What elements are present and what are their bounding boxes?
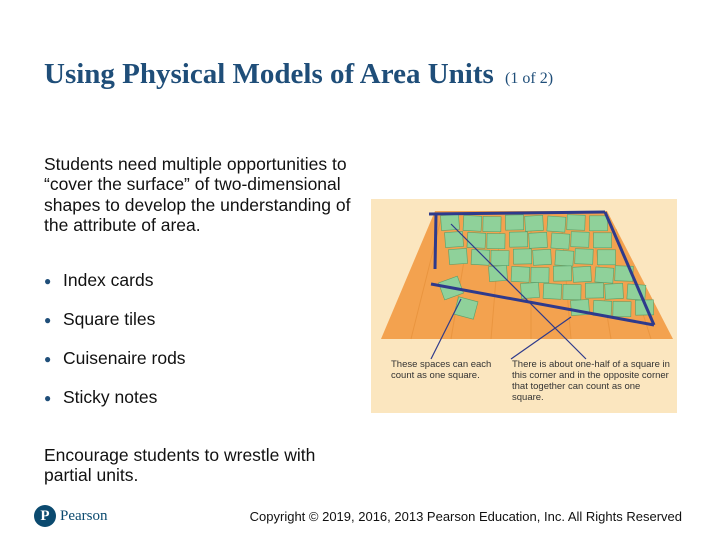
bullet-item (44, 348, 186, 387)
sticky-note (513, 249, 531, 264)
sticky-note (571, 232, 590, 248)
bullet-icon: ● (44, 352, 52, 366)
bullet-item (44, 270, 186, 309)
bullet-icon: ● (44, 313, 52, 327)
caption-left: These spaces can each count as one square. (391, 359, 492, 381)
sticky-note (543, 283, 562, 299)
sticky-note (585, 283, 603, 298)
pearson-logo (34, 505, 108, 527)
sticky-note (595, 267, 614, 283)
sticky-note (594, 233, 612, 248)
outro-paragraph: Encourage students to wrestle with partial units. (44, 444, 316, 485)
sticky-notes-area-figure (371, 199, 677, 413)
sticky-note (529, 232, 548, 248)
sticky-note (471, 249, 490, 265)
sticky-note (547, 216, 566, 232)
sticky-note (509, 232, 527, 247)
sticky-note (567, 215, 586, 231)
bullet-text: Index cards (63, 270, 154, 290)
sticky-note (505, 215, 523, 230)
sticky-note (598, 250, 616, 265)
sticky-note (555, 250, 574, 266)
slide-title-text: Using Physical Models of Area Units (44, 58, 494, 90)
sticky-note (553, 266, 571, 281)
sticky-note (511, 266, 530, 282)
sticky-note (533, 249, 552, 265)
copyright-notice: Copyright © 2019, 2016, 2013 Pearson Education, Inc. All Rights Reserved (249, 509, 682, 524)
sticky-note (487, 233, 505, 248)
sticky-note (525, 215, 544, 231)
slide-title-suffix: (1 of 2) (505, 70, 554, 87)
bullet-item (44, 309, 186, 348)
slide-title (44, 58, 553, 91)
intro-paragraph: Students need multiple opportunities to “cover the surface” of two-dimensional shapes to develop the understanding of the attribute of area. (44, 153, 351, 235)
pearson-logo-icon: P (34, 505, 56, 527)
sticky-note (491, 250, 509, 265)
sticky-note (575, 249, 594, 265)
caption-right: There is about one-half of a square in this corner and in the opposite corner that together can count as one square. (512, 359, 670, 403)
sticky-note (590, 216, 608, 231)
bullet-icon: ● (44, 391, 52, 405)
sticky-note (489, 265, 508, 281)
bullet-item (44, 387, 186, 426)
sticky-note (563, 284, 581, 299)
bullet-icon: ● (44, 274, 52, 288)
sticky-note (449, 248, 468, 264)
sticky-note (463, 215, 482, 231)
pearson-logo-text: Pearson (60, 507, 108, 524)
sticky-note (613, 301, 631, 316)
bullet-text: Square tiles (63, 309, 156, 329)
bullet-list (44, 270, 186, 426)
sticky-note (531, 267, 549, 282)
sticky-note (467, 232, 486, 248)
sticky-note (441, 214, 460, 230)
sticky-note (573, 266, 592, 282)
sticky-note (551, 233, 570, 249)
bullet-text: Cuisenaire rods (63, 348, 186, 368)
sticky-note (483, 216, 501, 231)
sticky-note (605, 283, 624, 299)
bullet-text: Sticky notes (63, 387, 158, 407)
